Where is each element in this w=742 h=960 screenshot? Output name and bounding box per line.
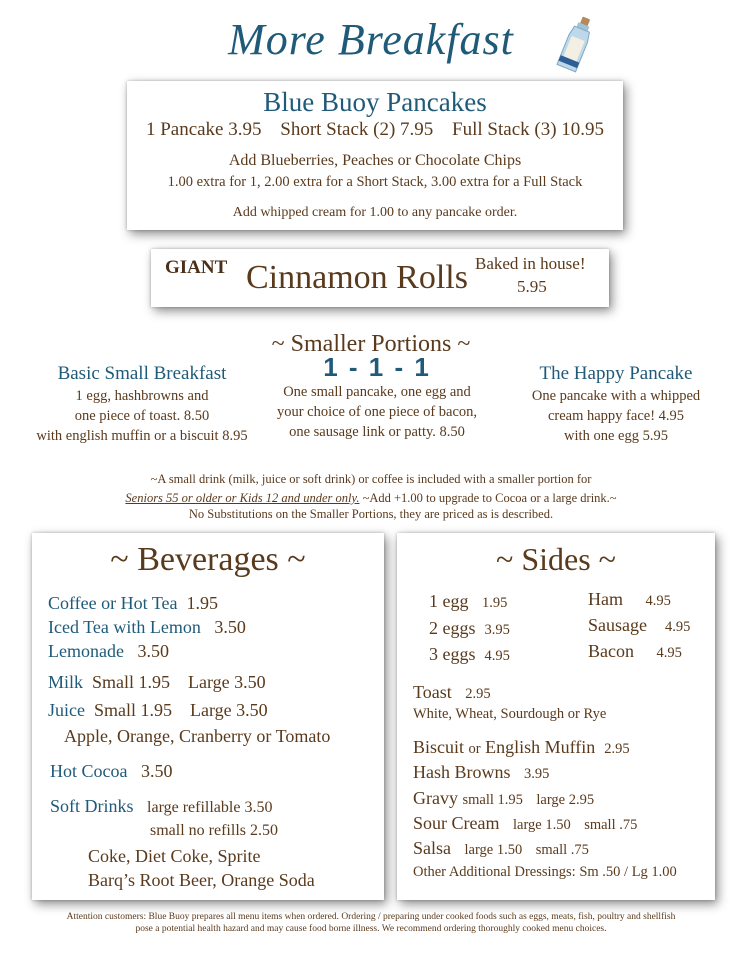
item-price: 2.95 [465, 686, 491, 702]
side-item-3-eggs [429, 644, 510, 665]
item-name: Soft Drinks [50, 796, 134, 816]
item-name: Bacon [588, 641, 634, 661]
cinnamon-price: 5.95 [517, 277, 547, 296]
sides-heading: ~ Sides ~ [496, 541, 616, 577]
item-name: Hash Browns [413, 762, 511, 782]
item-name-2: English Muffin [485, 737, 596, 757]
juice-flavors: Apple, Orange, Cranberry or Tomato [64, 726, 331, 746]
item-price-large: large 1.50 [512, 817, 571, 833]
pancakes-addon-prices: 1.00 extra for 1, 2.00 extra for a Short Stack, 3.00 extra for a Full Stack [167, 174, 583, 190]
pancake-price-single: 1 Pancake 3.95 [145, 119, 262, 140]
smaller-portions-drink-note [0, 470, 742, 508]
item-price: 1.95 [186, 593, 219, 613]
pancakes-addons: Add Blueberries, Peaches or Chocolate Chips [228, 152, 522, 169]
item-price-small: Small 1.95 [93, 700, 172, 720]
cinnamon-rolls-title: Cinnamon Rolls [246, 259, 468, 296]
drink-note-line [0, 489, 742, 508]
basic-line: with english muffin or a biscuit 8.95 [36, 428, 248, 444]
basic-heading: Basic Small Breakfast [57, 363, 227, 384]
cinnamon-rolls-section [151, 249, 609, 307]
item-price: 3.50 [214, 617, 246, 637]
basic-line: 1 egg, hashbrowns and [75, 388, 209, 404]
item-or: or [468, 741, 481, 757]
item-name: 1 egg [429, 591, 469, 611]
item-price-large: large refillable 3.50 [147, 799, 273, 816]
item-name: Gravy [413, 788, 458, 808]
menu-item-milk [48, 672, 266, 693]
soft-drinks-list: Coke, Diet Coke, Sprite [88, 846, 261, 866]
item-name: Ham [588, 589, 623, 609]
item-name: Hot Cocoa [50, 761, 128, 781]
happy-line: One pancake with a whipped [531, 388, 701, 404]
item-name: Toast [413, 682, 452, 702]
pancakes-whipped-cream: Add whipped cream for 1.00 to any pancake order. [232, 205, 518, 220]
drink-note-eligibility: Seniors 55 or older or Kids 12 and under only. [125, 491, 360, 505]
food-safety-footer [0, 911, 742, 935]
soft-drinks-list: Barq’s Root Beer, Orange Soda [88, 870, 315, 890]
menu-item-coffee [48, 593, 218, 614]
item-name: Salsa [413, 838, 451, 858]
page-title: More Breakfast [228, 15, 514, 64]
sides-section [397, 533, 715, 900]
item-price: 1.95 [482, 595, 508, 611]
one-one-one-line: One small pancake, one egg and [283, 384, 471, 400]
item-price-large: Large 3.50 [188, 672, 266, 692]
item-price-small: small 1.95 [462, 792, 523, 808]
happy-heading: The Happy Pancake [539, 363, 693, 384]
one-one-one-heading: 1 - 1 - 1 [323, 352, 431, 382]
side-item-2-eggs [429, 618, 510, 639]
side-item-sausage [588, 615, 690, 636]
item-price: 3.50 [137, 641, 169, 661]
item-name: Sausage [588, 615, 647, 635]
item-price: 4.95 [656, 645, 682, 661]
item-name: Coffee or Hot Tea [48, 593, 178, 613]
side-item-gravy [413, 788, 594, 809]
one-one-one-line: your choice of one piece of bacon, [276, 404, 478, 420]
item-name: Iced Tea with Lemon [48, 617, 201, 637]
menu-item-iced-tea [48, 617, 246, 638]
item-price: 2.95 [604, 741, 630, 757]
happy-line: with one egg 5.95 [564, 428, 668, 444]
item-price-large: Large 3.50 [190, 700, 268, 720]
side-item-ham [588, 589, 671, 610]
side-item-salsa [413, 838, 589, 859]
item-name: Sour Cream [413, 813, 500, 833]
drink-note-upgrade: ~Add +1.00 to upgrade to Cocoa or a large drink.~ [359, 491, 617, 505]
item-price: 3.50 [140, 761, 173, 781]
side-item-sour-cream [413, 813, 637, 834]
pancake-price-short-stack: Short Stack (2) 7.95 [280, 119, 434, 140]
side-item-biscuit [413, 737, 630, 758]
happy-line: cream happy face! 4.95 [547, 408, 685, 424]
basic-line: one piece of toast. 8.50 [74, 408, 210, 424]
beverages-section [32, 533, 384, 900]
cinnamon-baked-note: Baked in house! [475, 254, 586, 273]
item-price: 3.95 [524, 766, 550, 782]
item-price: 3.95 [484, 622, 510, 638]
one-one-one-line: one sausage link or patty. 8.50 [289, 424, 465, 440]
item-price-large: large 1.50 [464, 842, 523, 858]
happy-pancake [514, 362, 718, 446]
drink-note-line: ~A small drink (milk, juice or soft drink) or coffee is included with a smaller portion for [150, 472, 592, 486]
item-name: Juice [48, 700, 85, 720]
side-item-toast [413, 682, 491, 703]
item-name: 2 eggs [429, 618, 476, 638]
side-item-hash-browns [413, 762, 549, 783]
one-one-one-breakfast [262, 352, 492, 442]
pancakes-section [127, 81, 623, 230]
footer-line: pose a potential health hazard and may cause food borne illness. We recommend ordering thoroughly cooked menu choices. [135, 924, 607, 934]
footer-line: Attention customers: Blue Buoy prepares all menu items when ordered. Ordering / preparing under cooked foods such as eggs, meats, fish, poultry and shellfish [66, 912, 676, 922]
item-price-small: small .75 [535, 842, 589, 858]
menu-item-juice [48, 700, 268, 721]
pancake-price-full-stack: Full Stack (3) 10.95 [452, 119, 605, 140]
additional-dressings: Other Additional Dressings: Sm .50 / Lg 1.00 [413, 864, 677, 880]
pancakes-prices [127, 119, 623, 141]
soft-drinks-small: small no refills 2.50 [150, 822, 278, 839]
toast-types: White, Wheat, Sourdough or Rye [413, 706, 607, 722]
side-item-bacon [588, 641, 682, 662]
side-item-1-egg [429, 591, 507, 612]
menu-item-lemonade [48, 641, 169, 662]
item-name: Lemonade [48, 641, 124, 661]
item-price-small: Small 1.95 [92, 672, 171, 692]
item-name: 3 eggs [429, 644, 476, 664]
no-substitutions-note: No Substitutions on the Smaller Portions, they are priced as is described. [188, 507, 554, 521]
item-price-small: small .75 [584, 817, 638, 833]
item-price: 4.95 [484, 648, 510, 664]
cinnamon-giant-label: GIANT [165, 257, 228, 278]
item-name: Milk [48, 672, 84, 692]
pancakes-heading: Blue Buoy Pancakes [263, 87, 487, 117]
menu-item-soft-drinks [50, 796, 272, 817]
smaller-portions-title: ~ Smaller Portions ~ [271, 331, 471, 357]
message-bottle-icon [554, 14, 598, 74]
basic-small-breakfast [28, 362, 256, 446]
item-name: Biscuit [413, 737, 465, 757]
item-price: 4.95 [645, 593, 671, 609]
menu-item-hot-cocoa [50, 761, 172, 782]
item-price: 4.95 [664, 619, 691, 635]
beverages-heading: ~ Beverages ~ [110, 541, 306, 578]
item-price-large: large 2.95 [536, 792, 595, 808]
